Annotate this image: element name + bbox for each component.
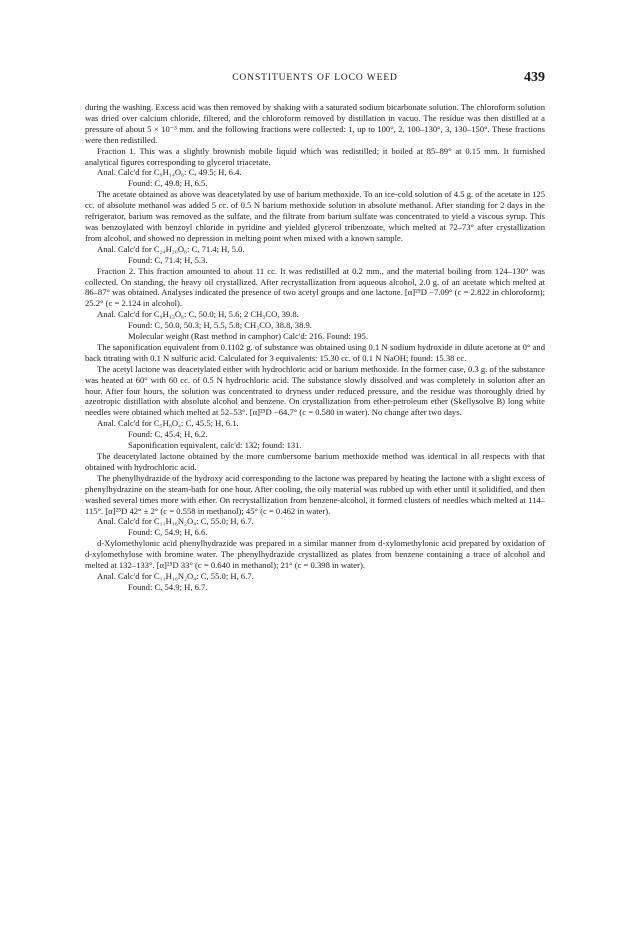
analysis-line: Anal. Calc'd for C₁₁H₁₆N₂O₄: C, 55.0; H, 6.7. [97, 570, 254, 581]
paragraph: The acetate obtained as above was deacetylated by use of barium methoxide. To an ice-cold solution of 4.5 g. of the acetate in 125 cc. of absolute methanol was added 5 cc. of 0.5 N barium methoxide solution in absolute methanol. After standing for 2 days in the refrigerator, barium was removed as the sulfate, and the filtrate from barium sulfate was concentrated to yield a viscous syrup. This was benzoylated with benzoyl chloride in pyridine and yielded glycerol tribenzoate, which melted at 72–73° after crystallization from alcohol, and showed no depression in melting point when mixed with a known sample. [85, 189, 545, 243]
paragraph: The saponification equivalent from 0.1102 g. of substance was obtained using 0.1 N sodium hydroxide in dilute acetone at 0° and back titrating with 0.1 N sulfuric acid. Calculated for 3 equivalents: 15.30 cc. of 0.1 N NaOH; found: 15.38 cc. [85, 341, 545, 363]
analysis-line: Anal. Calc'd for C₅H₈O₄: C, 45.5; H, 6.1. [97, 418, 239, 429]
running-title: CONSTITUENTS OF LOCO WEED [232, 73, 398, 83]
page-header [85, 70, 545, 88]
paragraph: Fraction 2. This fraction amounted to about 11 cc. It was redistilled at 0.2 mm., and the material boiling from 124–130° was collected. On standing, the heavy oil crystallized. After recrystallization from aqueous alcohol, 2.0 g. of an acetate which melted at 86–87° was obtained. Analyses indicated the presence of two acetyl groups and one lactone. [α]²⁵D −7.09° (c = 2.822 in chloroform); 25.2° (c = 2.124 in alcohol). [85, 265, 545, 309]
paragraph: during the washing. Excess acid was then removed by shaking with a saturated sodium bicarbonate solution. The chloroform solution was dried over calcium chloride, filtered, and the chloroform removed by distillation in vacuo. The residue was then distilled at a pressure of about 5 × 10⁻³ mm. and the following fractions were collected: 1, up to 100°, 2, 100–130°, 3, 130–150°. These fractions were then redistilled. [85, 102, 545, 145]
analysis-line: Anal. Calc'd for C₁₁H₁₆N₂O₄: C, 55.0; H, 6.7. [97, 516, 254, 527]
found-line: Found: C, 45.4; H, 6.2. [128, 429, 208, 440]
page-number: 439 [524, 70, 545, 85]
paragraph: The phenylhydrazide of the hydroxy acid corresponding to the lactone was prepared by heating the lactone with a slight excess of phenylhydrazine on the steam-bath for one hour. After cooling, the oily material was rubbed up with ether until it solidified, and then washed several times more with ether. On recrystallization from benzene-alcohol, it formed clusters of needles which melted at 114–115°. [α]²⁵D 42° ± 2° (c = 0.558 in methanol); 45° (c = 0.462 in water). [85, 472, 545, 516]
page [85, 70, 545, 593]
paragraph: The deacetylated lactone obtained by the more cumbersome barium methoxide method was identical in all respects with that obtained with hydrochloric acid. [85, 451, 545, 472]
found-line: Found: C, 54.9; H, 6.6. [128, 527, 208, 538]
analysis-line: Anal. Calc'd for C₉H₁₄O₆: C, 49.5; H, 6.4. [97, 167, 242, 178]
found-line: Found: C, 71.4; H, 5.3. [128, 254, 208, 265]
body-text [85, 102, 545, 593]
paragraph: d-Xylomethylonic acid phenylhydrazide was prepared in a similar manner from d-xylomethylonic acid prepared by oxidation of d-xylomethylose with bromine water. The phenylhydrazide crystallized as plates from benzene containing a trace of alcohol and melted at 132–133°. [α]²⁵D 33° (c = 0.640 in methanol); 21° (c = 0.398 in water). [85, 538, 545, 571]
paragraph: The acetyl lactone was deacetylated either with hydrochloric acid or barium methoxide. In the former case, 0.3 g. of the substance was heated at 60° with 60 cc. of 0.5 N hydrochloric acid. The substance slowly dissolved and was completely in solution after an hour. After four hours, the solution was concentrated to dryness under reduced pressure, and the residue was thoroughly dried by azeotropic distillation with absolute alcohol and benzene. On crystallization from ether-petroleum ether (Skellysolve B) long white needles were obtained which melted at 52–53°. [α]²⁵D −64.7° (c = 0.580 in water). No change after two days. [85, 363, 545, 418]
found-line: Found: C, 50.0, 50.3; H, 5.5, 5.8; CH₃CO, 38.8, 38.9. [128, 320, 312, 331]
analysis-line: Anal. Calc'd for C₉H₁₂O₆: C, 50.0; H, 5.6; 2 CH₃CO, 39.8. [97, 309, 299, 320]
analysis-line: Anal. Calc'd for C₂₄H₂₀O₆: C, 71.4; H, 5.0. [97, 243, 245, 254]
saponification-line: Saponification equivalent, calc'd: 132; found: 131. [128, 440, 302, 451]
paragraph: Fraction 1. This was a slightly brownish mobile liquid which was redistilled; it boiled at 85–89° at 0.15 mm. It furnished analytical figures corresponding to glycerol triacetate. [85, 145, 545, 167]
found-line: Found: C, 54.9; H, 6.7. [128, 581, 208, 592]
molecular-weight-line: Molecular weight (Rast method in camphor) Calc'd: 216. Found: 195. [128, 331, 368, 342]
found-line: Found: C, 49.8; H, 6.5. [128, 178, 208, 189]
